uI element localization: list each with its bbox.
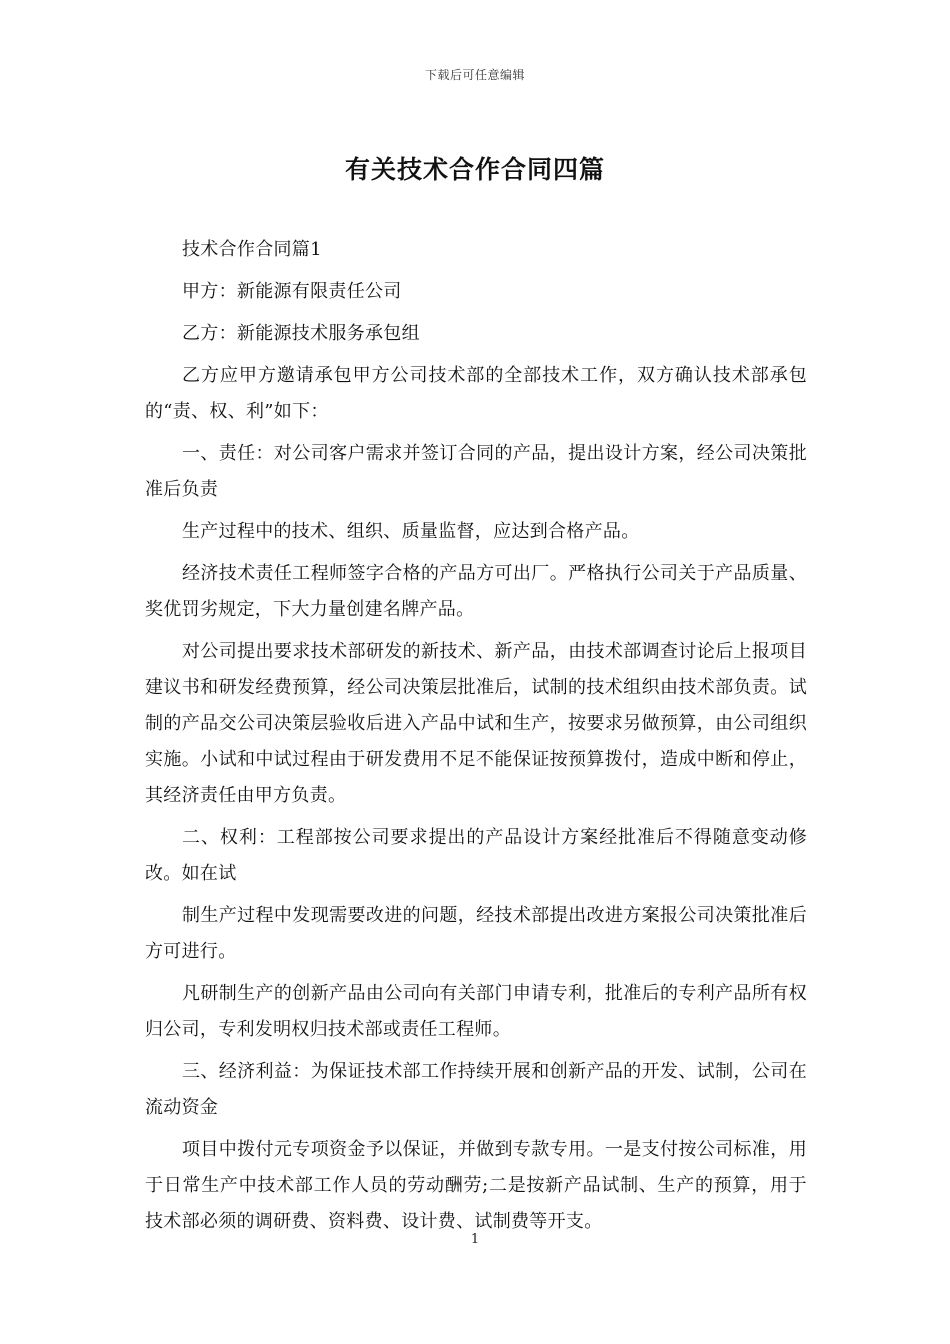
- section-heading: 技术合作合同篇1: [182, 239, 322, 260]
- paragraph: 生产过程中的技术、组织、质量监督，应达到合格产品。: [182, 521, 640, 542]
- party-b-line: 乙方：新能源技术服务承包组: [182, 323, 420, 344]
- paragraph: 制生产过程中发现需要改进的问题，经技术部提出改进方案报公司决策批准后方可进行。: [145, 905, 807, 962]
- paragraph: 项目中拨付元专项资金予以保证，并做到专款专用。一是支付按公司标准，用于日常生产中技术部工作人员的劳动酬劳;二是按新产品试制、生产的预算，用于技术部必须的调研费、资料费、设计费、试制费等开支。: [145, 1139, 807, 1232]
- document-body: [145, 232, 807, 1246]
- paragraph: 二、权利：工程部按公司要求提出的产品设计方案经批准后不得随意变动修改。如在试: [145, 827, 807, 884]
- paragraph: 对公司提出要求技术部研发的新技术、新产品，由技术部调查讨论后上报项目建议书和研发经费预算，经公司决策层批准后，试制的技术组织由技术部负责。试制的产品交公司决策层验收后进入产品中试和生产，按要求另做预算，由公司组织实施。小试和中试过程由于研发费用不足不能保证按预算拨付，造成中断和停止，其经济责任由甲方负责。: [145, 641, 807, 806]
- page-number: 1: [470, 1232, 480, 1247]
- paragraph: 乙方应甲方邀请承包甲方公司技术部的全部技术工作，双方确认技术部承包的“责、权、利”如下：: [145, 365, 807, 422]
- paragraph: 凡研制生产的创新产品由公司向有关部门申请专利，批准后的专利产品所有权归公司，专利发明权归技术部或责任工程师。: [145, 983, 807, 1040]
- paragraph: 经济技术责任工程师签字合格的产品方可出厂。严格执行公司关于产品质量、奖优罚劣规定，下大力量创建名牌产品。: [145, 563, 807, 620]
- paragraph: 一、责任：对公司客户需求并签订合同的产品，提出设计方案，经公司决策批准后负责: [145, 443, 807, 500]
- party-a-line: 甲方：新能源有限责任公司: [182, 281, 402, 302]
- document-title: 有关技术合作合同四篇: [344, 155, 605, 184]
- paragraph: 三、经济利益：为保证技术部工作持续开展和创新产品的开发、试制，公司在流动资金: [145, 1061, 807, 1118]
- header-note: 下载后可任意编辑: [424, 68, 525, 82]
